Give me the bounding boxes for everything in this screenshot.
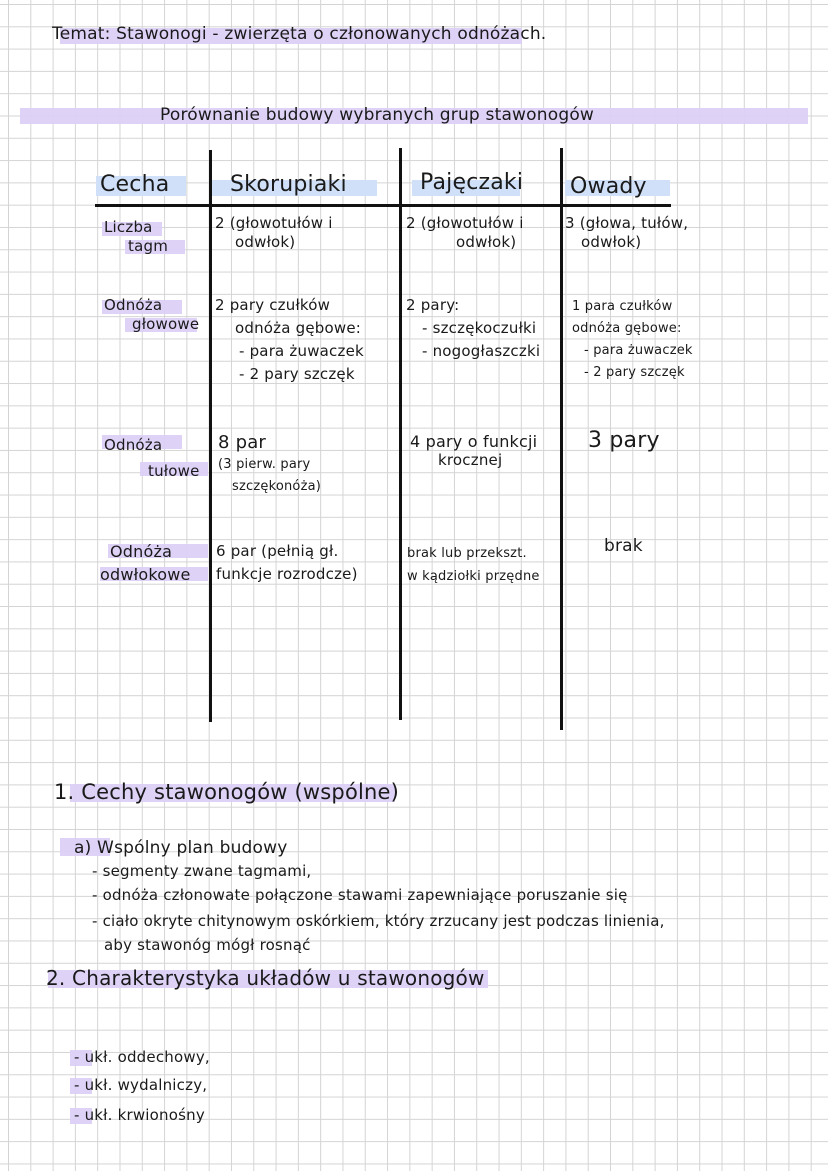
row-feature: Odnóża odwłokowe <box>100 542 191 584</box>
list-item: - ciało okryte chitynowym oskórkiem, który zrzucany jest podczas linienia, <box>92 912 665 930</box>
header-feature: Cecha <box>100 172 170 197</box>
table-cell: 2 (głowotułów i odwłok) <box>215 214 333 251</box>
table-cell: brak lub przekszt. w kądziołki przędne <box>407 546 540 584</box>
table-cell: 6 par (pełnią gł. funkcje rozrodcze) <box>216 542 358 583</box>
table-cell: 3 (głowa, tułów, odwłok) <box>565 214 689 251</box>
list-item: aby stawonóg mógł rosnąć <box>104 936 311 954</box>
table-cell: 2 (głowotułów i odwłok) <box>406 214 524 251</box>
table-divider <box>399 148 402 720</box>
table-cell: 2 pary: - szczękoczułki - nogogłaszczki <box>406 296 541 360</box>
header-arachnids: Pajęczaki <box>420 170 524 195</box>
list-item: - segmenty zwane tagmami, <box>92 862 312 880</box>
table-cell: 8 par (3 pierw. pary szczękonóża) <box>218 432 322 494</box>
row-feature: Odnóża tułowe <box>104 436 200 480</box>
table-header-line <box>95 204 671 207</box>
table-cell: brak <box>604 536 643 556</box>
list-item: - ukł. krwionośny <box>74 1106 205 1124</box>
row-feature: Liczba tagm <box>104 218 169 255</box>
header-insects: Owady <box>570 174 647 199</box>
table-cell: 4 pary o funkcji krocznej <box>410 432 538 469</box>
table-title: Porównanie budowy wybranych grup stawonogów <box>160 105 595 125</box>
section1-heading: 1. Cechy stawonogów (wspólne) <box>54 780 400 804</box>
topic-title: Temat: Stawonogi - zwierzęta o członowanych odnóżach. <box>52 24 547 44</box>
list-item: - ukł. oddechowy, <box>74 1048 210 1066</box>
table-divider <box>560 148 563 730</box>
section2-heading: 2. Charakterystyka układów u stawonogów <box>46 966 485 990</box>
list-item: - ukł. wydalniczy, <box>74 1076 208 1094</box>
list-item: - odnóża członowate połączone stawami zapewniające poruszanie się <box>92 886 628 904</box>
section1-subheading: a) Wspólny plan budowy <box>74 838 288 858</box>
table-cell: 3 pary <box>588 428 660 453</box>
table-divider <box>209 150 212 722</box>
table-cell: 1 para czułków odnóża gębowe: - para żuwaczek - 2 pary szczęk <box>572 299 693 380</box>
header-crustaceans: Skorupiaki <box>230 172 347 197</box>
table-cell: 2 pary czułków odnóża gębowe: - para żuwaczek - 2 pary szczęk <box>215 296 364 383</box>
row-feature: Odnóża głowowe <box>104 296 200 333</box>
